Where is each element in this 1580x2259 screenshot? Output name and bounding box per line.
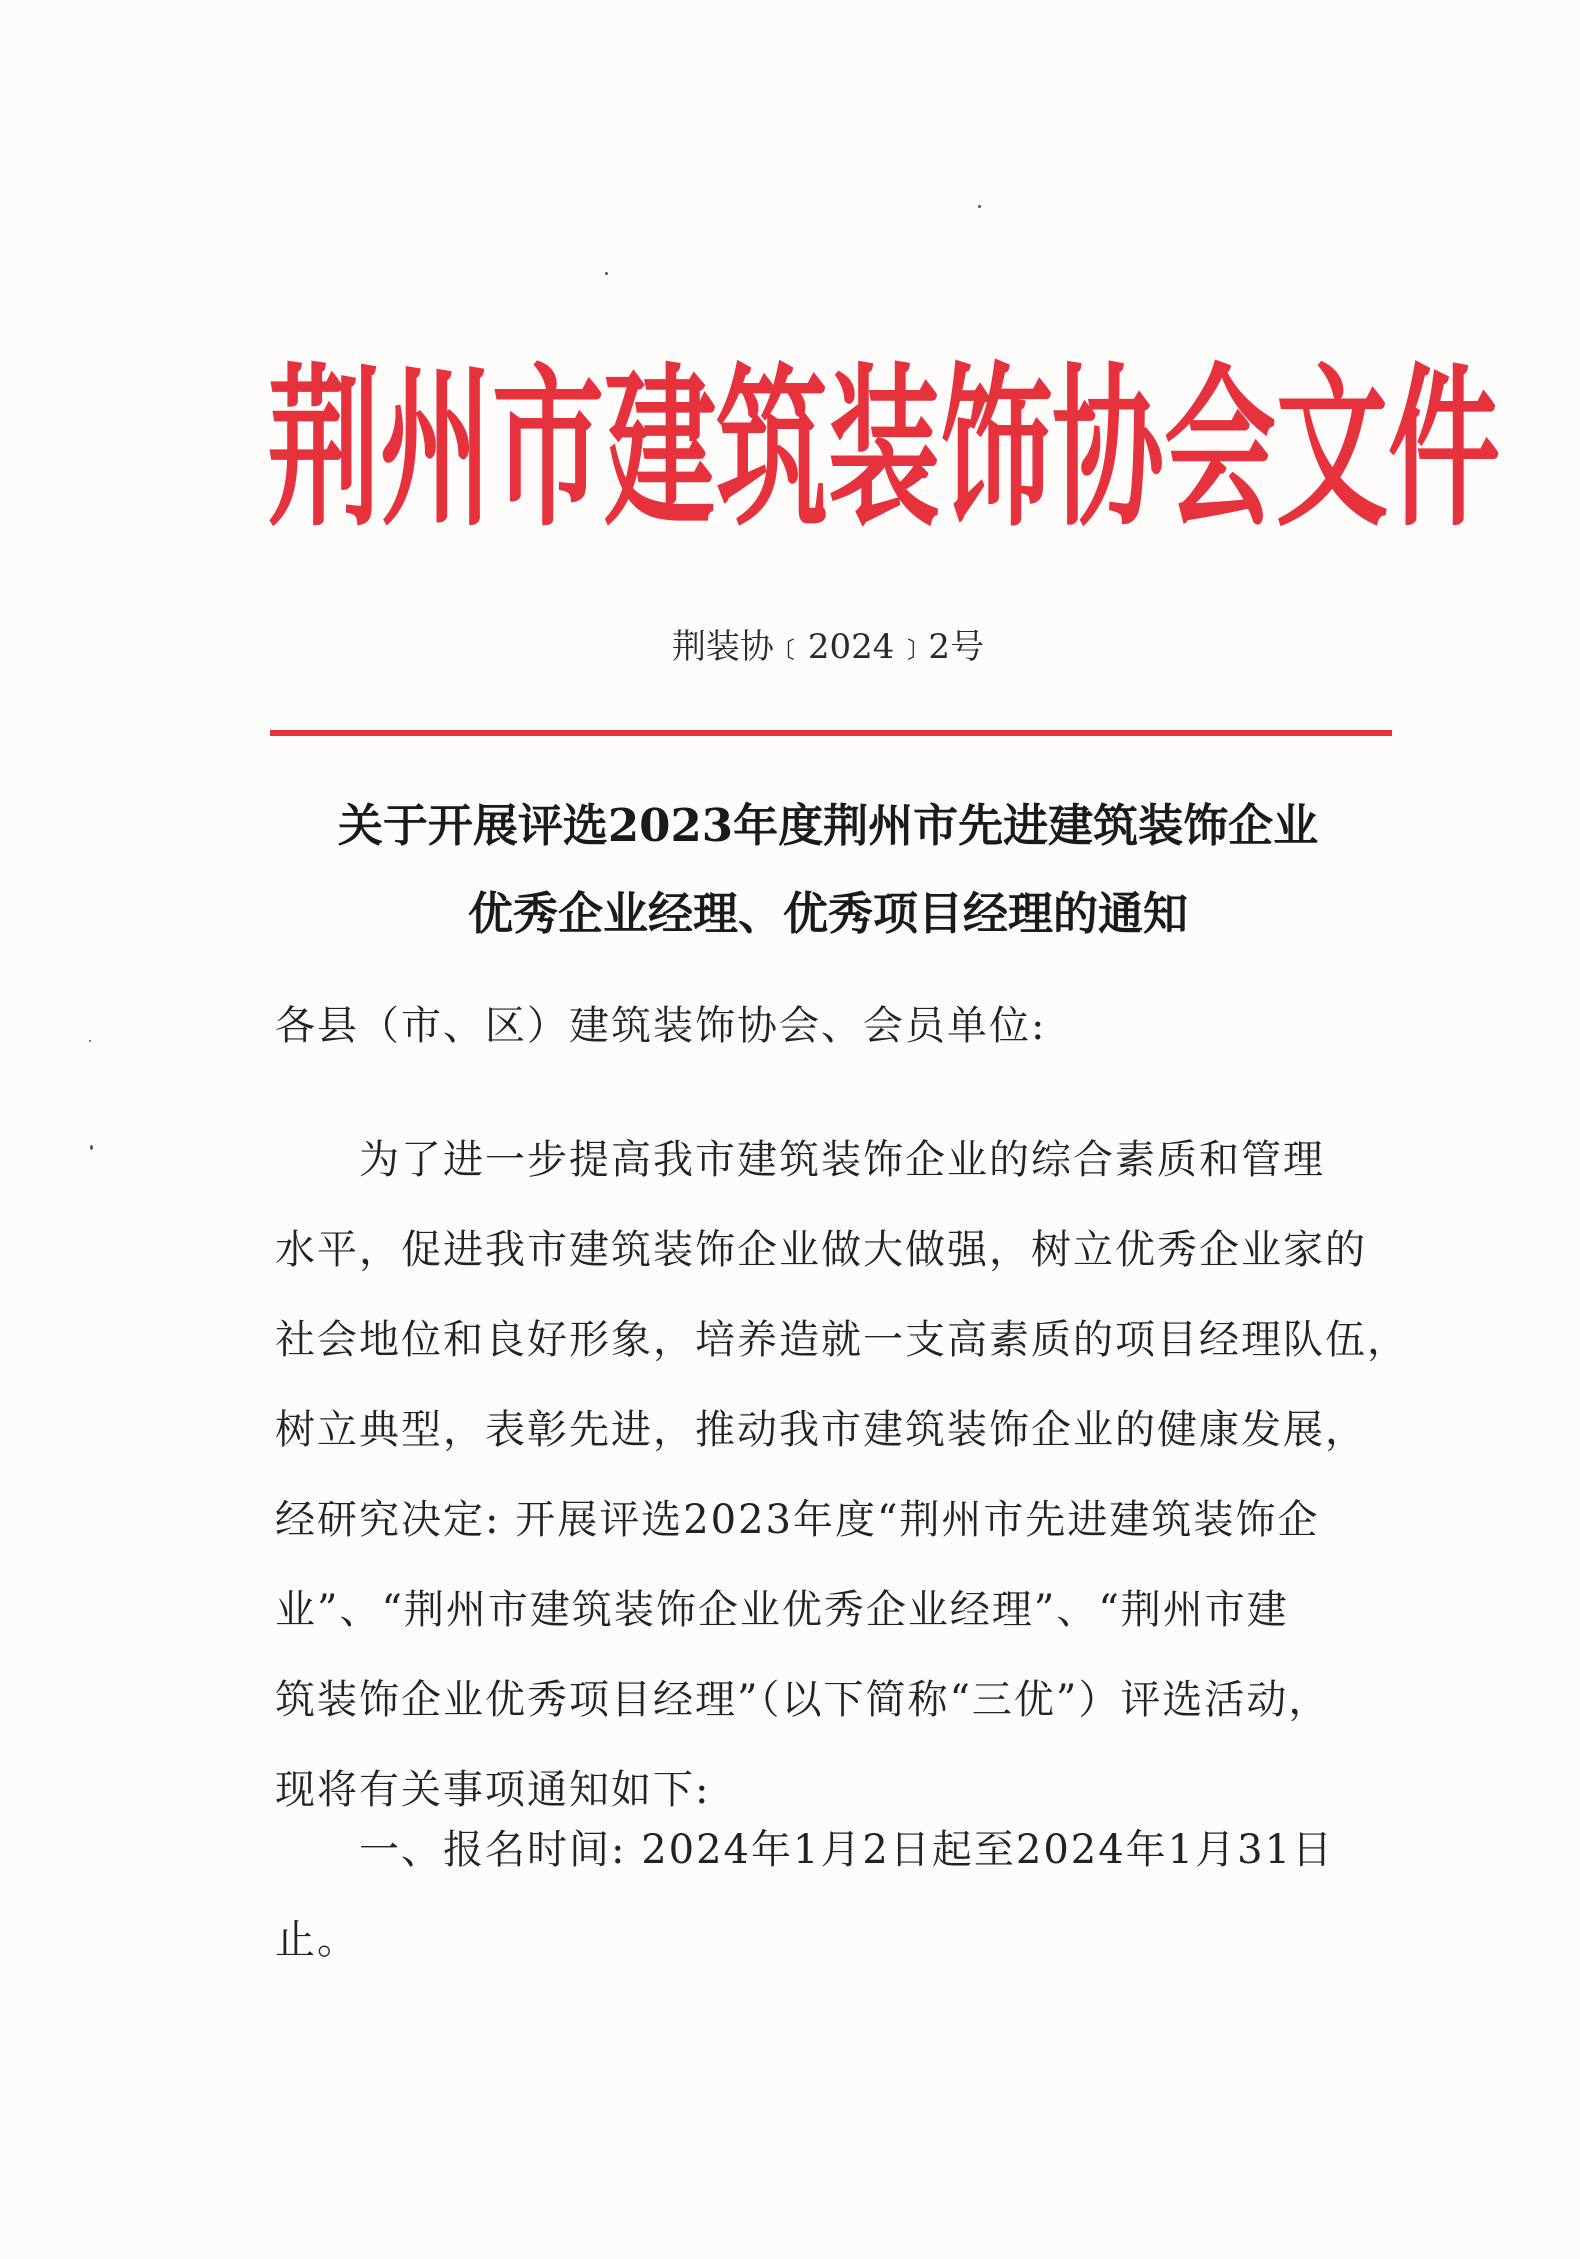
notice-title-line: 优秀企业经理、优秀项目经理的通知 [467, 887, 1188, 940]
body-line: 为了进一步提高我市建筑装饰企业的综合素质和管理 [359, 1137, 1325, 1183]
body-line: 现将有关事项通知如下: [275, 1767, 711, 1813]
notice-title [268, 782, 1388, 958]
document-number: 荆装协﹝2024﹞2号 [671, 627, 985, 667]
scan-speck [90, 1145, 93, 1150]
item-line: 止。 [275, 1917, 359, 1963]
salutation: 各县（市、区）建筑装饰协会、会员单位: [275, 1003, 1047, 1049]
body-line: 筑装饰企业优秀项目经理”（以下简称“三优”）评选活动， [275, 1677, 1331, 1723]
body-paragraph [275, 1115, 1409, 1835]
red-separator-line [270, 730, 1392, 736]
body-line: 树立典型，表彰先进，推动我市建筑装饰企业的健康发展， [275, 1407, 1367, 1453]
scan-speck [978, 205, 981, 208]
body-line: 社会地位和良好形象，培养造就一支高素质的项目经理队伍， [275, 1317, 1409, 1363]
item-line: 一、报名时间: 2024年1月2日起至2024年1月31日 [359, 1827, 1335, 1873]
scan-speck [89, 1040, 91, 1042]
body-line: 水平，促进我市建筑装饰企业做大做强，树立优秀企业家的 [275, 1227, 1367, 1273]
registration-time-item [275, 1805, 1395, 1985]
body-line: 业”、“荆州市建筑装饰企业优秀企业经理”、“荆州市建 [275, 1587, 1289, 1633]
notice-title-line: 关于开展评选2023年度荆州市先进建筑装饰企业 [337, 799, 1319, 852]
issuing-organization-header: 荆州市建筑装饰协会文件 [268, 347, 1500, 551]
body-line: 经研究决定: 开展评选2023年度“荆州市先进建筑装饰企 [275, 1497, 1320, 1543]
